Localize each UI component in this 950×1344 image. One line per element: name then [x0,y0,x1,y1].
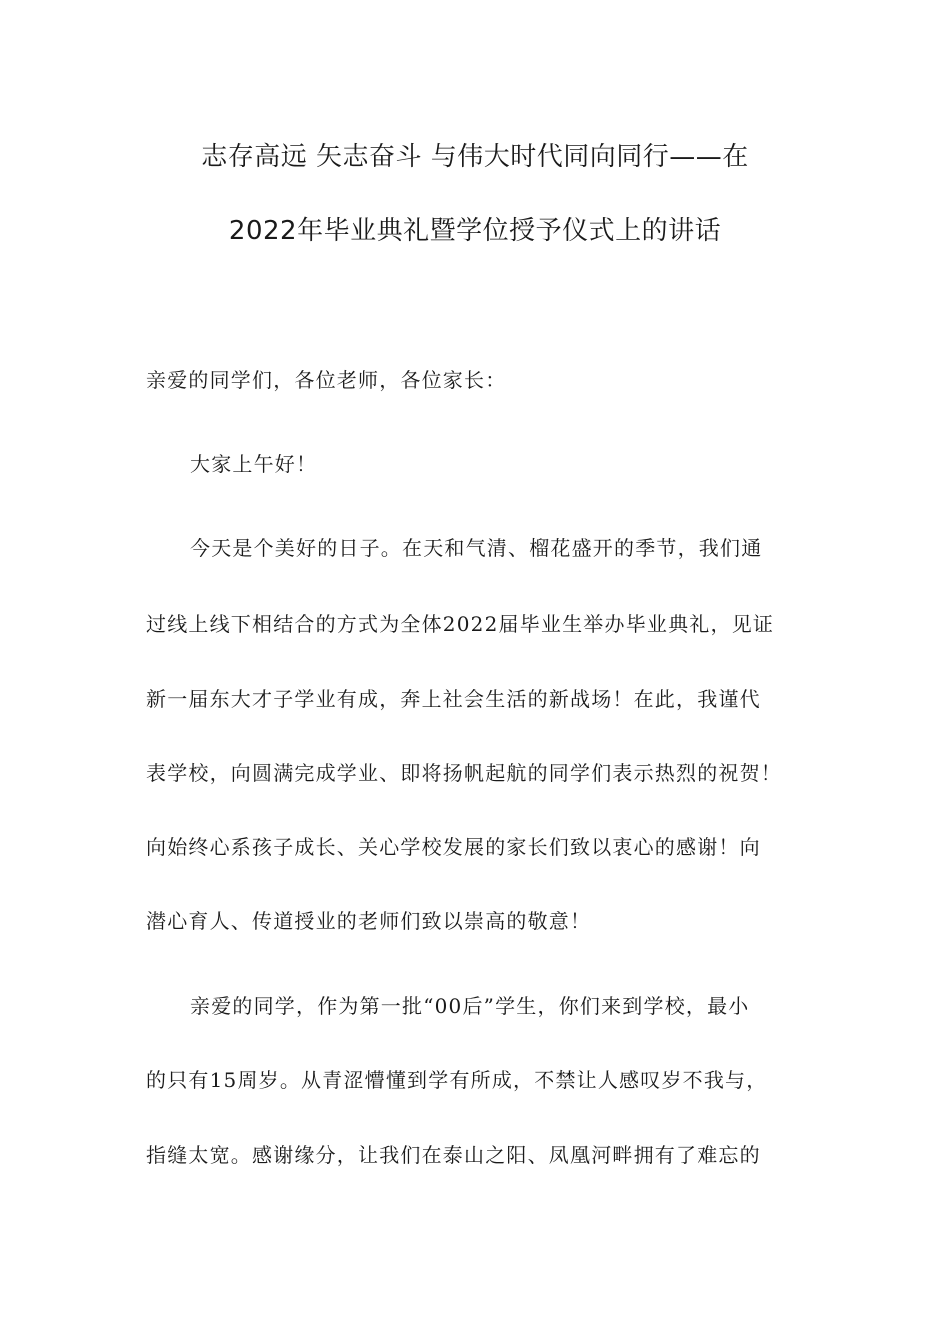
paragraph-line: 表学校，向圆满完成学业、即将扬帆起航的同学们表示热烈的祝贺！ [146,761,782,785]
paragraph-line: 亲爱的同学，作为第一批“00后”学生，你们来到学校，最小 [190,994,750,1018]
document-title-line-2: 2022年毕业典礼暨学位授予仪式上的讲话 [228,216,722,246]
paragraph-line: 的只有15周岁。从青涩懵懂到学有所成，不禁让人感叹岁不我与， [146,1068,768,1092]
paragraph-line: 潜心育人、传道授业的老师们致以崇高的敬意！ [146,909,592,933]
paragraph-line: 今天是个美好的日子。在天和气清、榴花盛开的季节，我们通 [190,536,763,560]
salutation: 亲爱的同学们，各位老师，各位家长： [146,368,507,392]
paragraph-line: 向始终心系孩子成长、关心学校发展的家长们致以衷心的感谢！向 [146,835,761,859]
document-title-line-1: 志存高远 矢志奋斗 与伟大时代同向同行——在 [201,142,749,172]
greeting: 大家上午好！ [190,452,318,476]
paragraph-line: 指缝太宽。感谢缘分，让我们在泰山之阳、凤凰河畔拥有了难忘的 [146,1143,761,1167]
paragraph-line: 新一届东大才子学业有成，奔上社会生活的新战场！在此，我谨代 [146,687,761,711]
paragraph-line: 过线上线下相结合的方式为全体2022届毕业生举办毕业典礼，见证 [146,612,775,636]
